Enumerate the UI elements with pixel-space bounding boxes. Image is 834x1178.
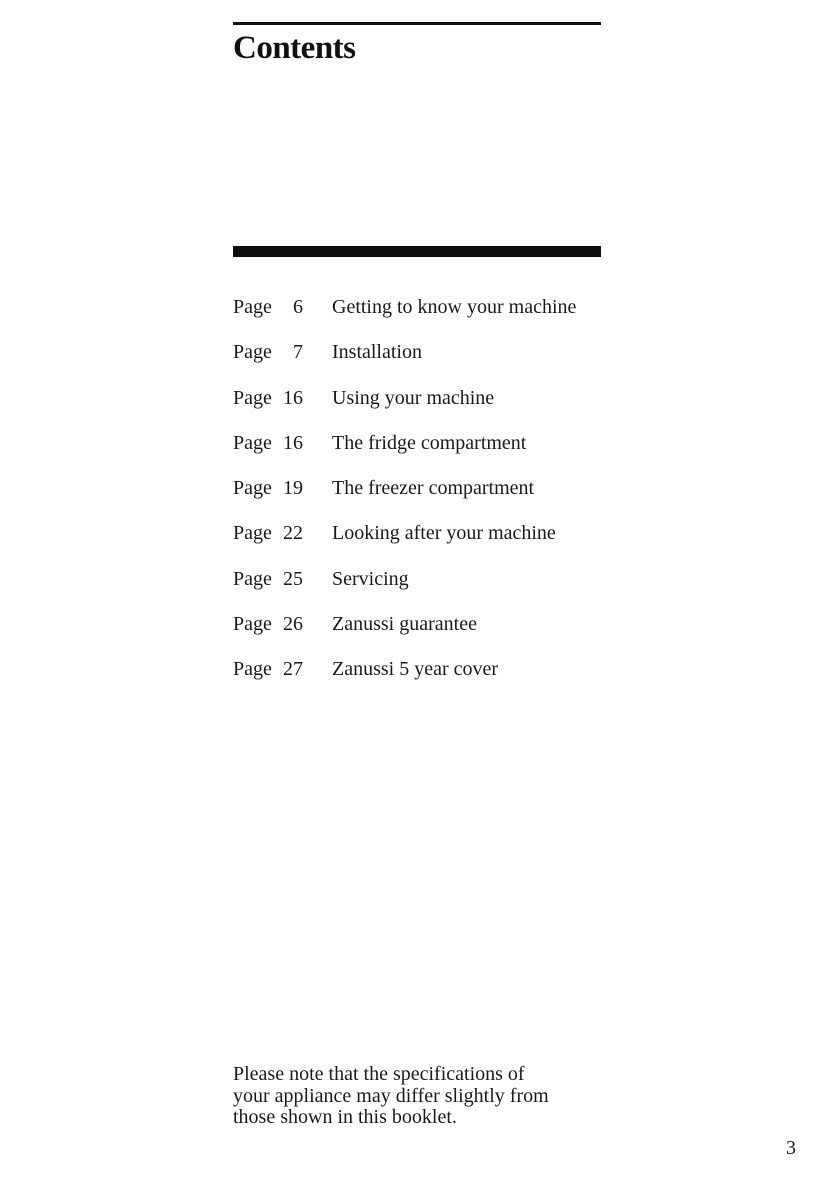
toc-page-label: Page — [233, 431, 272, 454]
toc-page-label: Page — [233, 613, 272, 636]
page-number: 3 — [786, 1137, 796, 1159]
toc-page-number: 16 — [283, 386, 303, 409]
toc-entry-title: Looking after your machine — [332, 522, 556, 545]
toc-entry — [233, 293, 576, 338]
toc-page-number: 27 — [283, 658, 303, 681]
toc-entry — [233, 610, 576, 655]
toc-page-number: 7 — [293, 341, 303, 364]
toc-entry-title: Getting to know your machine — [332, 296, 577, 318]
toc-entry-title: Zanussi 5 year cover — [332, 658, 499, 681]
note-line: those shown in this booklet. — [233, 1106, 457, 1128]
toc-entry-title: Using your machine — [332, 386, 495, 409]
toc-page-label: Page — [233, 386, 272, 409]
toc-page-number: 6 — [293, 296, 303, 318]
toc-page-number: 19 — [283, 477, 303, 500]
toc-page-number: 22 — [283, 522, 303, 545]
toc-entry — [233, 384, 576, 429]
toc-page-number: 16 — [283, 431, 303, 454]
page-title: Contents — [233, 30, 356, 66]
toc-page-label: Page — [233, 477, 272, 500]
toc-entry-title: Servicing — [332, 567, 409, 590]
toc-page-number: 25 — [283, 567, 303, 590]
toc-entry — [233, 565, 576, 610]
toc-entry-title: The fridge compartment — [332, 431, 527, 454]
toc-page-label: Page — [233, 296, 272, 318]
toc-entry — [233, 519, 576, 564]
specifications-note — [233, 1064, 613, 1129]
toc-page-label: Page — [233, 341, 272, 364]
toc-entry — [233, 474, 576, 519]
toc-entry-title: Zanussi guarantee — [332, 613, 477, 636]
toc-entry — [233, 429, 576, 474]
top-rule — [233, 22, 601, 25]
toc-entry — [233, 655, 576, 700]
note-line: your appliance may differ slightly from — [233, 1084, 549, 1107]
toc-entry — [233, 338, 576, 383]
note-line: Please note that the specifications of — [233, 1063, 525, 1085]
toc-page-label: Page — [233, 567, 272, 590]
toc-entry-title: Installation — [332, 341, 422, 364]
toc-page-number: 26 — [283, 613, 303, 636]
toc-page-label: Page — [233, 522, 272, 545]
table-of-contents — [233, 293, 576, 701]
toc-entry-title: The freezer compartment — [332, 477, 535, 500]
section-divider — [233, 246, 601, 257]
toc-page-label: Page — [233, 658, 272, 681]
